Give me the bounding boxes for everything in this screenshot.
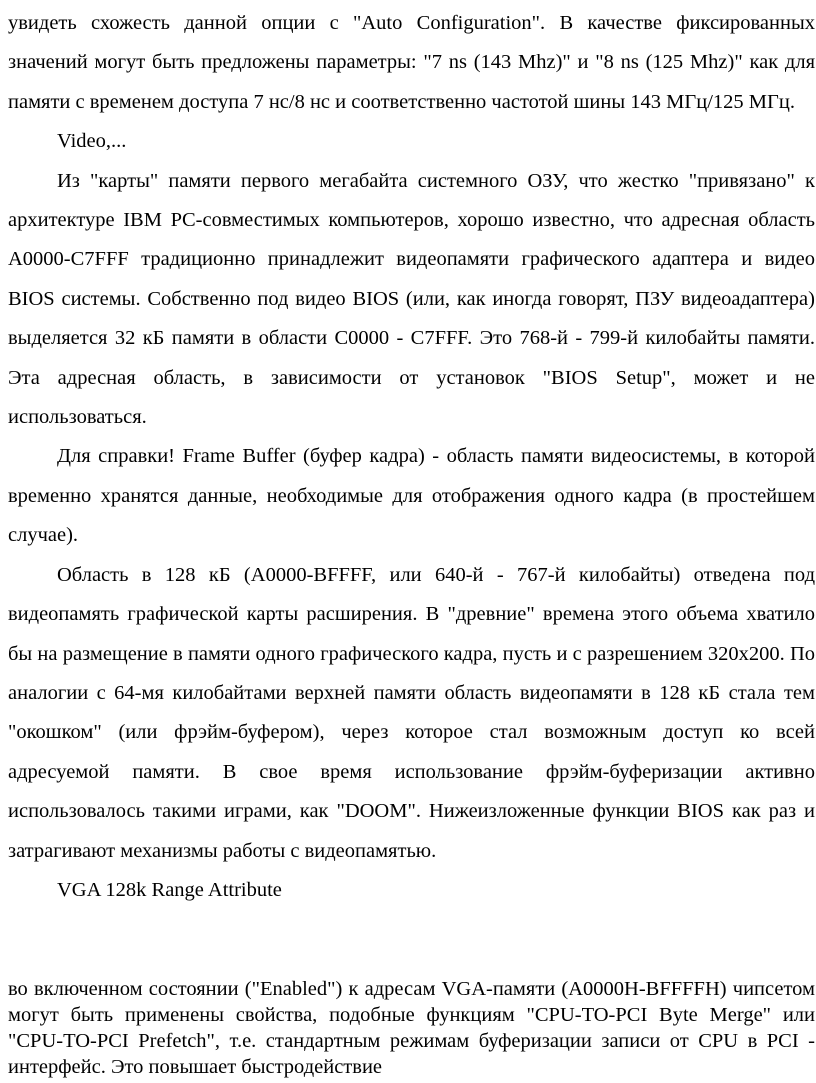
tail-text [8, 976, 815, 1080]
paragraph-memory-map: Из "карты" памяти первого мегабайта системного ОЗУ, что жестко "привязано" к архитектуре IBM PC-совместимых компьютеров, хорошо известно, что адресная область A0000-C7FFF традиционно принадлежит видеопамяти графического адаптера и видео BIOS системы. Собственно под видео BIOS (или, как иногда говорят, ПЗУ видеоадаптера) выделяется 32 кБ памяти в области C0000 - C7FFF. Это 768-й - 799-й килобайты памяти. Эта адресная область, в зависимости от установок "BIOS Setup", может и не использоваться. [8, 169, 815, 429]
paragraph-vga-range-description: во включенном состоянии ("Enabled") к адресам VGA-памяти (A0000H-BFFFFH) чипсетом могут быть применены свойства, подобные функциям "CPU-TO-PCI Byte Merge" или "CPU-TO-PCI Prefetch", т.е. стандартным режимам буферизации записи от CPU в PCI - интерфейс. Это повышает быстродействие [8, 978, 815, 1078]
main-text [8, 4, 815, 910]
paragraph-vga-range-heading: VGA 128k Range Attribute [57, 878, 282, 901]
paragraph-continuation: увидеть схожесть данной опции с "Auto Configuration". В качестве фиксированных значений могут быть предложены параметры: "7 ns (143 Mhz)" и "8 ns (125 Mhz)" как для памяти с временем доступа 7 нс/8 нс и соответственно частотой шины 143 МГц/125 МГц. [8, 12, 815, 113]
paragraph-frame-buffer-note: Для справки! Frame Buffer (буфер кадра) - область памяти видеосистемы, в которой временно хранятся данные, необходимые для отображения одного кадра (в простейшем случае). [8, 445, 815, 547]
paragraph-video-heading: Video,... [57, 130, 127, 153]
paragraph-video-memory-area: Область в 128 кБ (A0000-BFFFF, или 640-й - 767-й килобайты) отведена под видеопамять графической карты расширения. В "древние" времена этого объема хватило бы на размещение в памяти одного графического кадра, пусть и с разрешением 320х200. По аналогии с 64-мя килобайтами верхней памяти область видеопамяти в 128 кБ стала тем "окошком" (или фрэйм-буфером), через которое стал возможным доступ ко всей адресуемой памяти. В свое время использование фрэйм-буферизации активно использовалось такими играми, как "DOOM". Нижеизложенные функции BIOS как раз и затрагивают механизмы работы с видеопамятью. [8, 563, 815, 862]
